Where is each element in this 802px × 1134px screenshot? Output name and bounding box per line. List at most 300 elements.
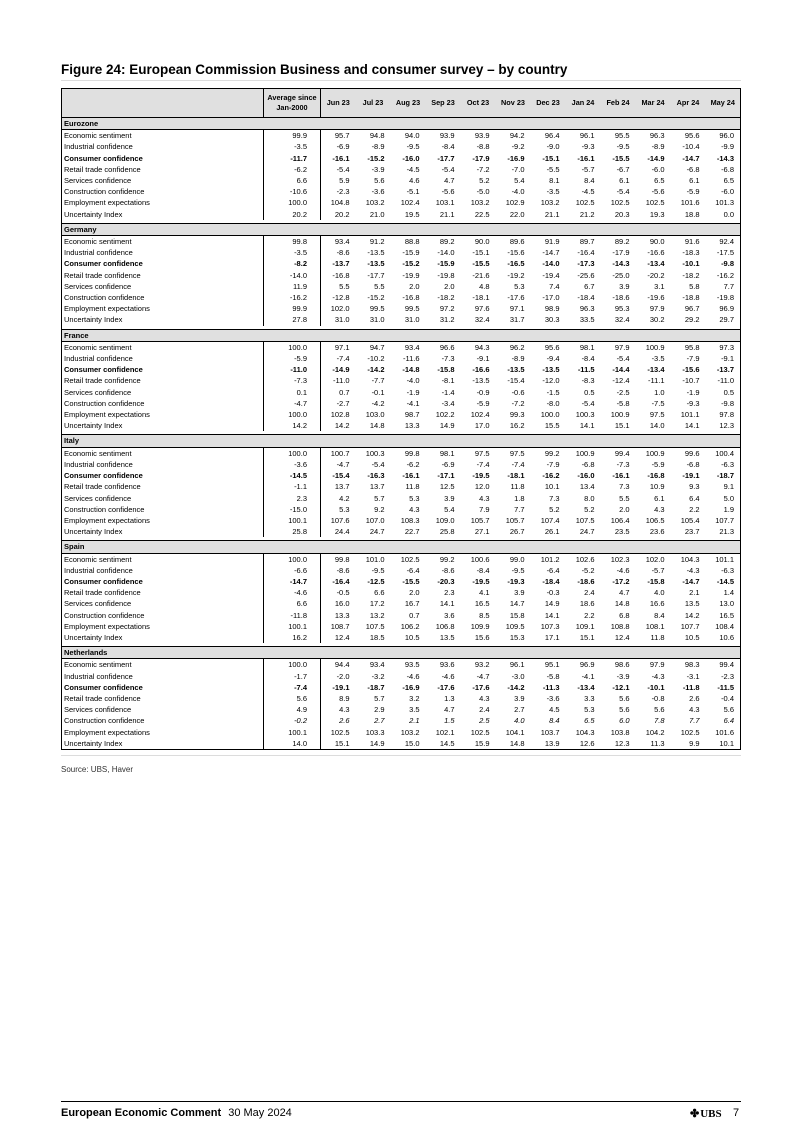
value-cell: -4.7: [476, 671, 490, 681]
source-note: Source: UBS, Haver: [61, 765, 134, 774]
value-cell: -3.2: [371, 671, 385, 681]
value-cell: 2.2: [584, 610, 595, 620]
value-cell: 9.2: [374, 504, 385, 514]
average-cell: -3.5: [264, 141, 321, 152]
value-cell: 12.4: [334, 632, 350, 642]
table-row: [62, 353, 741, 364]
value-cell: 97.3: [706, 341, 741, 353]
value-cell: 1.3: [444, 693, 455, 703]
value-cell: 11.8: [510, 482, 525, 492]
value-cell: -1.4: [441, 387, 455, 397]
average-cell: -3.6: [264, 459, 321, 470]
value-cell: -7.4: [336, 354, 350, 364]
table-row: [62, 281, 741, 292]
value-cell: 15.9: [461, 738, 496, 750]
value-cell: -9.4: [546, 354, 560, 364]
value-cell: 97.8: [706, 409, 741, 420]
value-cell: -14.3: [706, 153, 741, 164]
value-cell: 109.0: [435, 515, 455, 525]
value-cell: 103.2: [470, 198, 490, 208]
value-cell: 31.0: [404, 315, 420, 325]
average-cell: 100.0: [264, 341, 321, 353]
value-cell: 9.1: [706, 481, 741, 492]
section-header-row: [62, 435, 741, 447]
value-cell: 7.3: [549, 493, 560, 503]
row-label: Construction confidence: [62, 292, 264, 303]
table-row: [62, 671, 741, 682]
value-cell: -7.7: [371, 376, 385, 386]
value-cell: -17.2: [612, 576, 630, 586]
section-title: France: [62, 329, 741, 341]
value-cell: 97.9: [614, 342, 630, 352]
value-cell: 13.3: [404, 421, 420, 431]
row-label: Consumer confidence: [62, 258, 264, 269]
table-row: [62, 598, 741, 609]
value-cell: 10.5: [404, 632, 420, 642]
value-cell: 26.7: [509, 527, 525, 537]
value-cell: -1.5: [546, 387, 560, 397]
value-cell: 103.0: [365, 410, 385, 420]
section-header-row: [62, 118, 741, 130]
value-cell: -11.0: [706, 375, 741, 386]
value-cell: 89.2: [439, 237, 455, 247]
value-cell: 27.1: [474, 527, 490, 537]
value-cell: 24.7: [579, 527, 595, 537]
value-cell: 97.5: [649, 410, 665, 420]
value-cell: 96.6: [439, 342, 455, 352]
table-row: [62, 292, 741, 303]
value-cell: 108.3: [400, 515, 420, 525]
value-cell: 90.0: [649, 237, 665, 247]
value-cell: -15.9: [402, 248, 420, 258]
value-cell: -7.9: [546, 459, 560, 469]
value-cell: 1.9: [706, 504, 741, 515]
value-cell: -6.3: [706, 565, 741, 576]
value-cell: -15.8: [647, 576, 665, 586]
value-cell: 108.1: [645, 621, 665, 631]
value-cell: -0.9: [476, 387, 490, 397]
value-cell: -2.3: [706, 671, 741, 682]
value-cell: 16.0: [334, 599, 350, 609]
value-cell: 96.3: [579, 304, 595, 314]
value-cell: 5.0: [706, 493, 741, 504]
value-cell: -2.7: [336, 398, 350, 408]
value-cell: 31.2: [439, 315, 455, 325]
value-cell: -21.6: [472, 270, 490, 280]
value-cell: -18.6: [577, 576, 595, 586]
average-cell: 99.9: [264, 303, 321, 314]
average-cell: 100.0: [264, 553, 321, 565]
row-label: Economic sentiment: [62, 553, 264, 565]
value-cell: 91.6: [684, 237, 700, 247]
value-cell: 6.5: [706, 175, 741, 186]
value-cell: -6.8: [581, 459, 595, 469]
value-cell: 95.8: [684, 342, 700, 352]
value-cell: -6.9: [441, 459, 455, 469]
value-cell: -15.1: [472, 248, 490, 258]
row-label: Industrial confidence: [62, 565, 264, 576]
table-row: [62, 493, 741, 504]
value-cell: 7.7: [514, 504, 525, 514]
value-cell: 103.1: [435, 198, 455, 208]
value-cell: 2.3: [444, 588, 455, 598]
value-cell: -12.4: [612, 376, 630, 386]
value-cell: -9.5: [511, 565, 525, 575]
table-row: [62, 632, 741, 643]
value-cell: 96.3: [649, 131, 665, 141]
value-cell: -5.6: [651, 187, 665, 197]
value-cell: 93.4: [404, 342, 420, 352]
value-cell: -12.8: [332, 293, 350, 303]
row-label: Economic sentiment: [62, 130, 264, 142]
value-cell: -19.9: [402, 270, 420, 280]
value-cell: -9.8: [706, 258, 741, 269]
value-cell: 3.9: [514, 588, 525, 598]
value-cell: 19.5: [404, 209, 420, 219]
page-number: 7: [733, 1107, 740, 1119]
value-cell: 5.3: [584, 705, 595, 715]
value-cell: 31.7: [509, 315, 525, 325]
value-cell: 100.6: [470, 554, 490, 564]
value-cell: 103.3: [365, 727, 385, 737]
value-cell: 2.2: [689, 504, 700, 514]
value-cell: -5.9: [686, 187, 700, 197]
value-cell: 5.9: [339, 176, 350, 186]
ubs-keys-icon: ✤: [690, 1108, 700, 1120]
value-cell: -9.3: [686, 398, 700, 408]
value-cell: 25.8: [439, 527, 455, 537]
value-cell: 12.3: [601, 738, 636, 750]
value-cell: 23.5: [614, 527, 630, 537]
value-cell: 93.9: [474, 131, 490, 141]
header-month: Mar 24: [636, 89, 671, 118]
value-cell: 4.7: [444, 176, 455, 186]
value-cell: 101.2: [540, 554, 560, 564]
header-month: Jul 23: [356, 89, 391, 118]
value-cell: 18.6: [579, 599, 595, 609]
value-cell: -9.5: [371, 565, 385, 575]
value-cell: 20.3: [614, 209, 630, 219]
average-cell: -1.1: [264, 481, 321, 492]
average-cell: 99.8: [264, 236, 321, 248]
value-cell: -11.1: [647, 376, 665, 386]
value-cell: 15.8: [509, 610, 525, 620]
value-cell: -3.0: [511, 671, 525, 681]
value-cell: 94.0: [404, 131, 420, 141]
value-cell: -14.9: [647, 153, 665, 163]
row-label: Industrial confidence: [62, 247, 264, 258]
value-cell: 104.2: [645, 727, 665, 737]
value-cell: -15.6: [507, 248, 525, 258]
table-row: [62, 727, 741, 738]
value-cell: 100.4: [706, 447, 741, 459]
value-cell: 109.5: [505, 621, 525, 631]
value-cell: -17.9: [612, 248, 630, 258]
value-cell: 4.5: [549, 705, 560, 715]
value-cell: -16.3: [367, 471, 385, 481]
value-cell: 2.0: [444, 281, 455, 291]
value-cell: 17.0: [474, 421, 490, 431]
value-cell: 103.2: [400, 727, 420, 737]
table-body: [62, 118, 741, 750]
value-cell: -16.2: [542, 471, 560, 481]
row-label: Economic sentiment: [62, 447, 264, 459]
value-cell: -10.1: [682, 259, 700, 269]
average-cell: 5.6: [264, 693, 321, 704]
average-cell: 99.9: [264, 130, 321, 142]
value-cell: -16.2: [706, 270, 741, 281]
row-label: Economic sentiment: [62, 659, 264, 671]
value-cell: -0.4: [706, 693, 741, 704]
value-cell: -3.4: [441, 398, 455, 408]
value-cell: -17.3: [577, 259, 595, 269]
section-header-row: [62, 329, 741, 341]
value-cell: 9.9: [671, 738, 706, 750]
average-cell: 27.8: [264, 314, 321, 325]
value-cell: -19.5: [472, 471, 490, 481]
row-label: Retail trade confidence: [62, 481, 264, 492]
value-cell: -6.0: [706, 186, 741, 197]
value-cell: -8.6: [336, 565, 350, 575]
table-row: [62, 481, 741, 492]
value-cell: -16.9: [507, 153, 525, 163]
value-cell: -13.7: [332, 259, 350, 269]
value-cell: 9.3: [689, 482, 700, 492]
average-cell: -7.4: [264, 682, 321, 693]
value-cell: 29.2: [684, 315, 700, 325]
table-row: [62, 553, 741, 565]
value-cell: 13.2: [369, 610, 385, 620]
value-cell: -9.0: [546, 142, 560, 152]
value-cell: 8.0: [584, 493, 595, 503]
value-cell: -14.0: [542, 259, 560, 269]
title-divider: [61, 80, 741, 81]
row-label: Services confidence: [62, 598, 264, 609]
value-cell: 4.3: [409, 504, 420, 514]
value-cell: 1.0: [654, 387, 665, 397]
value-cell: 1.8: [514, 493, 525, 503]
value-cell: 100.0: [540, 410, 560, 420]
value-cell: 2.0: [619, 504, 630, 514]
value-cell: 97.9: [649, 660, 665, 670]
value-cell: 3.6: [444, 610, 455, 620]
source-divider: [61, 755, 741, 756]
value-cell: 94.7: [369, 342, 385, 352]
value-cell: 30.2: [649, 315, 665, 325]
value-cell: 3.9: [444, 493, 455, 503]
value-cell: 102.2: [435, 410, 455, 420]
row-label: Industrial confidence: [62, 353, 264, 364]
value-cell: 101.6: [680, 198, 700, 208]
value-cell: -16.8: [647, 471, 665, 481]
value-cell: 107.0: [365, 515, 385, 525]
value-cell: -13.5: [507, 365, 525, 375]
value-cell: -4.1: [581, 671, 595, 681]
value-cell: -10.2: [367, 354, 385, 364]
value-cell: 104.8: [330, 198, 350, 208]
value-cell: 6.1: [619, 176, 630, 186]
header-month: Dec 23: [531, 89, 566, 118]
value-cell: -11.0: [332, 376, 350, 386]
value-cell: -15.8: [437, 365, 455, 375]
value-cell: -3.6: [371, 187, 385, 197]
value-cell: 13.5: [684, 599, 700, 609]
value-cell: -5.4: [336, 164, 350, 174]
value-cell: -18.1: [472, 293, 490, 303]
header-month: Oct 23: [461, 89, 496, 118]
value-cell: 101.1: [706, 553, 741, 565]
average-cell: 2.3: [264, 493, 321, 504]
table-row: [62, 258, 741, 269]
table-header-row: [62, 89, 741, 118]
value-cell: 107.3: [540, 621, 560, 631]
value-cell: 107.6: [330, 515, 350, 525]
row-label: Retail trade confidence: [62, 164, 264, 175]
value-cell: 2.6: [689, 693, 700, 703]
value-cell: -14.0: [437, 248, 455, 258]
row-label: Consumer confidence: [62, 576, 264, 587]
value-cell: -15.1: [542, 153, 560, 163]
value-cell: 99.2: [439, 554, 455, 564]
value-cell: 11.8: [650, 632, 665, 642]
value-cell: 96.1: [509, 660, 525, 670]
value-cell: 2.9: [374, 705, 385, 715]
average-cell: -4.7: [264, 398, 321, 409]
value-cell: 96.2: [509, 342, 525, 352]
row-label: Employment expectations: [62, 409, 264, 420]
value-cell: 102.0: [645, 554, 665, 564]
value-cell: 5.4: [514, 176, 525, 186]
value-cell: 7.4: [549, 281, 560, 291]
value-cell: -16.1: [332, 153, 350, 163]
section-header-row: [62, 223, 741, 235]
value-cell: -1.9: [406, 387, 420, 397]
value-cell: -4.3: [651, 671, 665, 681]
value-cell: 1.5: [444, 716, 455, 726]
row-label: Economic sentiment: [62, 236, 264, 248]
value-cell: 15.3: [509, 632, 525, 642]
value-cell: -13.5: [472, 376, 490, 386]
value-cell: -17.0: [542, 293, 560, 303]
value-cell: 32.4: [614, 315, 630, 325]
ubs-logo: [690, 1107, 722, 1120]
value-cell: -18.3: [682, 248, 700, 258]
value-cell: 98.3: [684, 660, 700, 670]
value-cell: -6.4: [546, 565, 560, 575]
table-row: [62, 715, 741, 726]
value-cell: 0.7: [409, 610, 420, 620]
value-cell: 102.5: [575, 198, 595, 208]
table-row: [62, 587, 741, 598]
value-cell: 6.5: [654, 176, 665, 186]
value-cell: -9.1: [706, 353, 741, 364]
value-cell: -19.8: [437, 270, 455, 280]
value-cell: -5.4: [616, 354, 630, 364]
table-row: [62, 621, 741, 632]
value-cell: 103.2: [365, 198, 385, 208]
value-cell: -5.7: [581, 164, 595, 174]
value-cell: 8.4: [584, 176, 595, 186]
section-title: Netherlands: [62, 647, 741, 659]
value-cell: -8.8: [476, 142, 490, 152]
value-cell: -6.4: [406, 565, 420, 575]
value-cell: 14.9: [439, 421, 455, 431]
value-cell: 93.2: [474, 660, 490, 670]
table-row: [62, 447, 741, 459]
value-cell: -14.2: [507, 682, 525, 692]
value-cell: 5.4: [444, 504, 455, 514]
row-label: Uncertainty Index: [62, 526, 264, 537]
row-label: Construction confidence: [62, 610, 264, 621]
value-cell: 97.1: [334, 342, 350, 352]
value-cell: 21.1: [544, 209, 560, 219]
value-cell: 109.9: [470, 621, 490, 631]
value-cell: 23.7: [684, 527, 700, 537]
value-cell: -3.1: [686, 671, 700, 681]
section-header-row: [62, 541, 741, 553]
value-cell: 102.8: [330, 410, 350, 420]
value-cell: -14.8: [402, 365, 420, 375]
value-cell: 10.6: [706, 632, 741, 643]
value-cell: -4.6: [616, 565, 630, 575]
value-cell: 99.0: [509, 554, 525, 564]
value-cell: 0.0: [706, 209, 741, 220]
table-row: [62, 130, 741, 142]
table-row: [62, 186, 741, 197]
value-cell: 2.5: [479, 716, 490, 726]
value-cell: -6.0: [651, 164, 665, 174]
value-cell: -7.5: [651, 398, 665, 408]
value-cell: 3.3: [584, 693, 595, 703]
value-cell: 22.0: [509, 209, 525, 219]
value-cell: 96.4: [544, 131, 560, 141]
value-cell: 102.5: [400, 554, 420, 564]
value-cell: 4.3: [479, 493, 490, 503]
value-cell: -14.7: [682, 576, 700, 586]
value-cell: 95.5: [614, 131, 630, 141]
value-cell: 89.7: [579, 237, 595, 247]
value-cell: -15.5: [612, 153, 630, 163]
table-row: [62, 247, 741, 258]
value-cell: 4.6: [409, 176, 420, 186]
value-cell: 31.0: [369, 315, 385, 325]
value-cell: 13.5: [439, 632, 455, 642]
header-month: Feb 24: [601, 89, 636, 118]
value-cell: -5.0: [476, 187, 490, 197]
header-label-cell: [62, 89, 264, 118]
value-cell: -8.4: [476, 565, 490, 575]
value-cell: -8.4: [581, 354, 595, 364]
value-cell: -8.6: [441, 565, 455, 575]
value-cell: 15.1: [614, 421, 630, 431]
row-label: Consumer confidence: [62, 682, 264, 693]
value-cell: -14.5: [706, 576, 741, 587]
row-label: Retail trade confidence: [62, 375, 264, 386]
value-cell: -17.1: [437, 471, 455, 481]
value-cell: -4.0: [511, 187, 525, 197]
value-cell: 5.2: [549, 504, 560, 514]
value-cell: 14.1: [544, 610, 560, 620]
value-cell: 15.5: [544, 421, 560, 431]
value-cell: -4.7: [336, 459, 350, 469]
value-cell: -25.0: [612, 270, 630, 280]
average-cell: -11.0: [264, 364, 321, 375]
value-cell: 97.9: [649, 304, 665, 314]
value-cell: 14.0: [649, 421, 665, 431]
value-cell: 108.4: [706, 621, 741, 632]
value-cell: -15.2: [367, 293, 385, 303]
value-cell: 100.9: [645, 448, 665, 458]
